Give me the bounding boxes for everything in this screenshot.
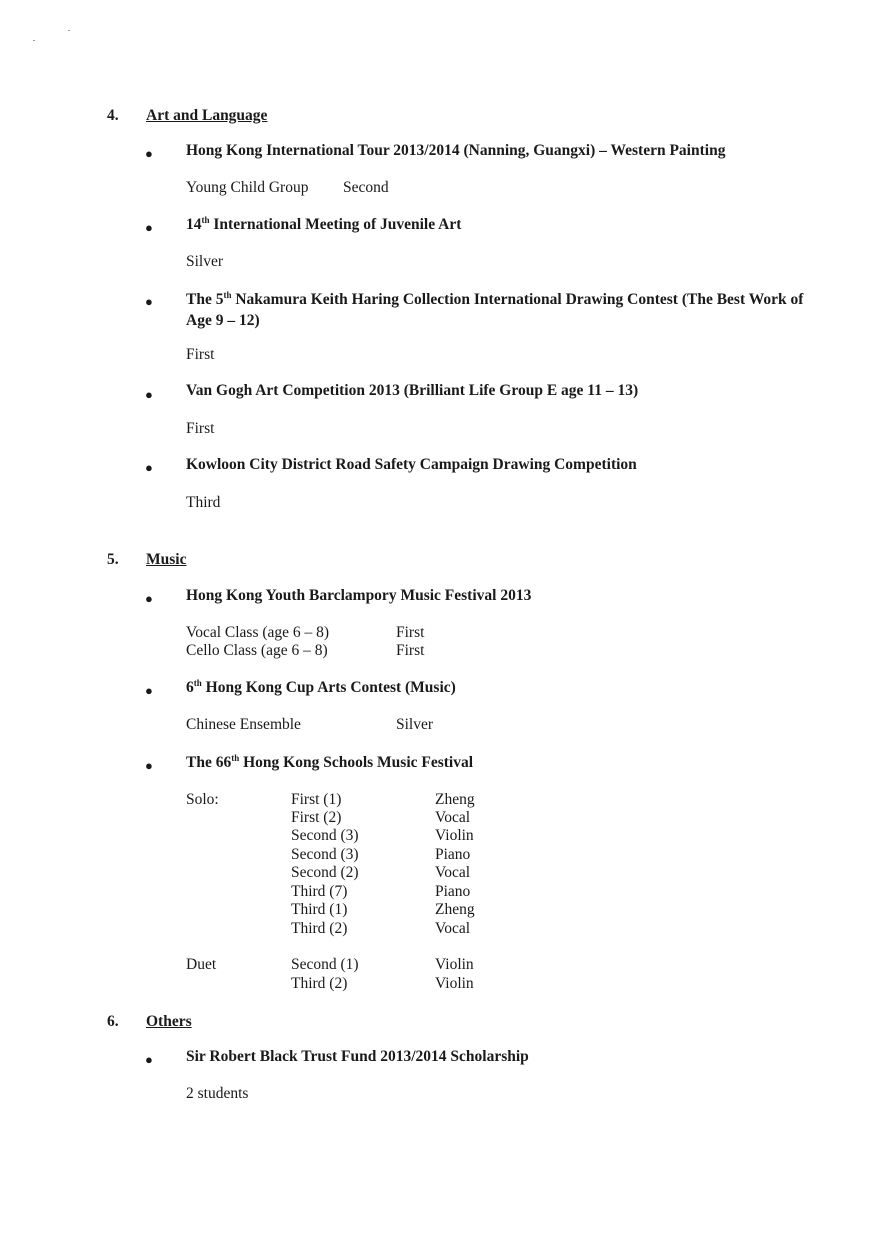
result-award: First: [186, 420, 215, 437]
result-award: Third (2): [291, 975, 348, 992]
result-instrument: Violin: [435, 827, 474, 844]
bullet-icon: ●: [145, 460, 153, 475]
item-title: 6th Hong Kong Cup Arts Contest (Music): [186, 678, 456, 696]
result-instrument: Vocal: [435, 864, 471, 881]
result-instrument: Vocal: [435, 920, 471, 937]
result-label: Vocal Class (age 6 – 8): [186, 624, 330, 641]
result-instrument: Piano: [435, 846, 471, 863]
result-instrument: Violin: [435, 956, 474, 973]
item-title: Kowloon City District Road Safety Campaign Drawing Competition: [186, 456, 637, 473]
item-title: 14th International Meeting of Juvenile Art: [186, 215, 462, 233]
section-title: Others: [146, 1013, 192, 1030]
section-title: Art and Language: [146, 107, 268, 124]
result-label: Cello Class (age 6 – 8): [186, 642, 328, 659]
result-category: Solo:: [186, 791, 219, 808]
result-award: First: [396, 624, 425, 641]
section-title: Music: [146, 551, 187, 568]
bullet-icon: ●: [145, 220, 153, 235]
result-award: Third: [186, 494, 221, 511]
result-award: First (2): [291, 809, 342, 826]
bullet-icon: ●: [145, 1052, 153, 1067]
item-title: Hong Kong Youth Barclampory Music Festival 2013: [186, 587, 532, 604]
bullet-icon: ●: [145, 758, 153, 773]
result-award: First: [396, 642, 425, 659]
bullet-icon: ●: [145, 146, 153, 161]
item-title: The 66th Hong Kong Schools Music Festival: [186, 753, 474, 771]
section-number: 5.: [107, 551, 119, 568]
result-award: First (1): [291, 791, 342, 808]
section-number: 6.: [107, 1013, 119, 1030]
bullet-icon: ●: [145, 387, 153, 402]
result-award: First: [186, 346, 215, 363]
section-number: 4.: [107, 107, 119, 124]
result-category: Duet: [186, 956, 217, 973]
item-title: The 5th Nakamura Keith Haring Collection International Drawing Contest (The Best Work of Age 9 – 12): [186, 290, 804, 329]
result-instrument: Vocal: [435, 809, 471, 826]
result-award: Second: [343, 179, 389, 196]
result-award: Second (3): [291, 846, 359, 863]
scan-speck: [68, 30, 70, 31]
result-instrument: Violin: [435, 975, 474, 992]
result-award: Second (3): [291, 827, 359, 844]
result-label: Chinese Ensemble: [186, 716, 301, 733]
scan-speck: [33, 40, 35, 41]
result-label: Young Child Group: [186, 179, 309, 196]
result-award: Third (1): [291, 901, 348, 918]
result-award: Silver: [186, 253, 224, 270]
result-award: 2 students: [186, 1085, 249, 1102]
result-award: Third (7): [291, 883, 348, 900]
result-instrument: Zheng: [435, 791, 475, 808]
result-award: Second (2): [291, 864, 359, 881]
result-instrument: Zheng: [435, 901, 475, 918]
bullet-icon: ●: [145, 591, 153, 606]
bullet-icon: ●: [145, 294, 153, 309]
result-instrument: Piano: [435, 883, 471, 900]
item-title: Hong Kong International Tour 2013/2014 (Nanning, Guangxi) – Western Painting: [186, 142, 726, 159]
result-award: Third (2): [291, 920, 348, 937]
item-title: Sir Robert Black Trust Fund 2013/2014 Scholarship: [186, 1048, 529, 1065]
result-award: Second (1): [291, 956, 359, 973]
bullet-icon: ●: [145, 683, 153, 698]
item-title: Van Gogh Art Competition 2013 (Brilliant Life Group E age 11 – 13): [186, 382, 639, 399]
result-award: Silver: [396, 716, 434, 733]
